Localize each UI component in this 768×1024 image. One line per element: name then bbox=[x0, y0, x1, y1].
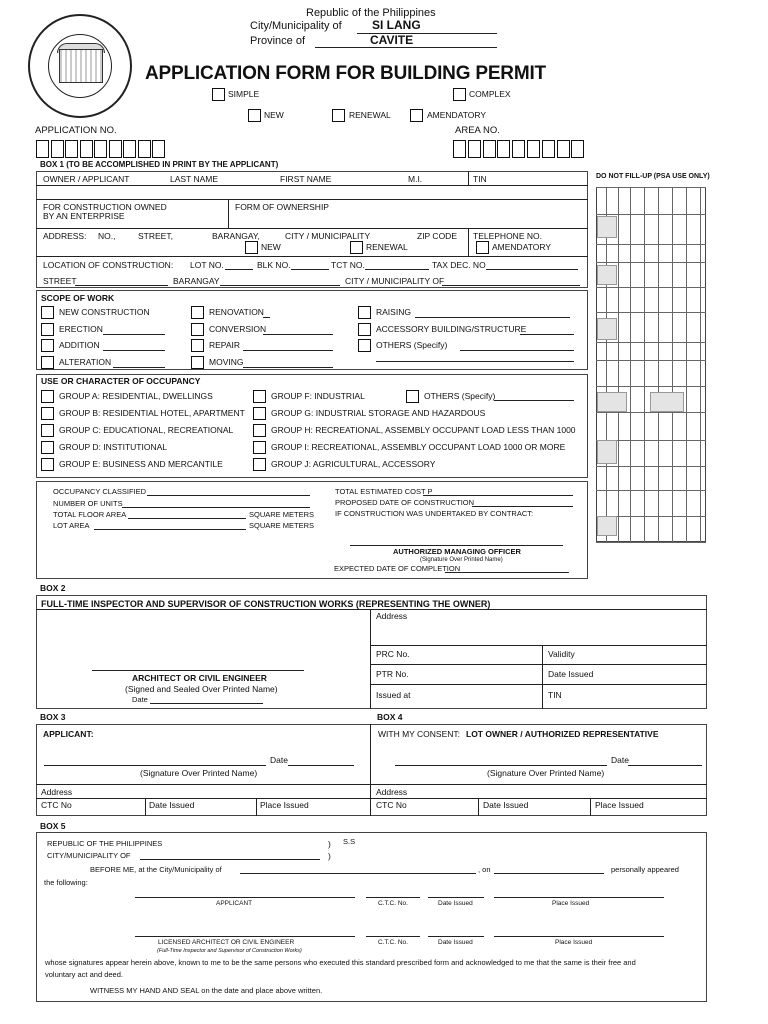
others-specify-line bbox=[376, 361, 574, 362]
scope-item-label: OTHERS (Specify) bbox=[376, 340, 448, 350]
group-checkbox[interactable] bbox=[41, 390, 54, 403]
scope-item-label: MOVING bbox=[209, 357, 244, 367]
total-floor-label: TOTAL FLOOR AREA bbox=[53, 510, 127, 519]
scope-fill-line bbox=[243, 350, 333, 351]
box2-address-label: Address bbox=[376, 611, 408, 621]
zip-label: ZIP CODE bbox=[417, 231, 457, 241]
barangay2-label: BARANGAY bbox=[173, 276, 220, 286]
scope-item-label: REPAIR bbox=[209, 340, 241, 350]
first-name-label: FIRST NAME bbox=[280, 174, 332, 184]
psa-row-line bbox=[596, 490, 706, 491]
area-no-label: AREA NO. bbox=[455, 125, 500, 136]
proposed-date-label: PROPOSED DATE OF CONSTRUCTION bbox=[335, 498, 475, 507]
scope-item-label: ALTERATION bbox=[59, 357, 112, 367]
group-label: GROUP E: BUSINESS AND MERCANTILE bbox=[59, 459, 223, 469]
psa-shaded-cell bbox=[597, 216, 617, 238]
group-label: GROUP I: RECREATIONAL, ASSEMBLY OCCUPANT LOAD 1000 OR MORE bbox=[271, 442, 566, 452]
scope-checkbox[interactable] bbox=[358, 339, 371, 352]
box4-label: BOX 4 bbox=[377, 712, 403, 722]
psa-col-line bbox=[606, 187, 607, 542]
tin-label: TIN bbox=[473, 174, 487, 184]
area-no-cell[interactable] bbox=[542, 140, 555, 158]
simple-label: SIMPLE bbox=[228, 89, 260, 99]
application-no-cell[interactable] bbox=[109, 140, 122, 158]
validity-label: Validity bbox=[548, 649, 575, 659]
group-checkbox[interactable] bbox=[253, 424, 266, 437]
box4-date-issued-label: Date Issued bbox=[483, 800, 529, 810]
psa-col-line bbox=[672, 187, 673, 542]
box2-date-label: Date bbox=[132, 695, 148, 704]
box4-place-issued-label: Place Issued bbox=[595, 800, 644, 810]
city-mun-label: CITY / MUNICIPALITY bbox=[285, 231, 371, 241]
amendatory-label: AMENDATORY bbox=[427, 110, 487, 120]
box4-date-label: Date bbox=[611, 755, 629, 765]
form-title: APPLICATION FORM FOR BUILDING PERMIT bbox=[145, 63, 546, 84]
psa-frame bbox=[596, 187, 706, 542]
application-no-cell[interactable] bbox=[80, 140, 93, 158]
addr-renewal-label: RENEWAL bbox=[366, 242, 408, 252]
application-no-label: APPLICATION NO. bbox=[35, 125, 117, 136]
group-checkbox[interactable] bbox=[41, 407, 54, 420]
tax-dec-label: TAX DEC. NO bbox=[432, 260, 486, 270]
box3-address-label: Address bbox=[41, 787, 73, 797]
box5-republic: REPUBLIC OF THE PHILIPPINES bbox=[47, 839, 163, 848]
psa-shaded-cell bbox=[650, 392, 684, 412]
loc-construction-label: LOCATION OF CONSTRUCTION: bbox=[43, 260, 174, 270]
box5-fulltime: (Full-Time Inspector and Supervisor of Construction Works) bbox=[157, 948, 302, 954]
box5-ctc1: C.T.C. No. bbox=[378, 900, 408, 907]
scope-fill-line bbox=[415, 317, 570, 318]
group-checkbox[interactable] bbox=[41, 458, 54, 471]
psa-shaded-cell bbox=[597, 440, 617, 464]
scope-item-label: CONVERSION bbox=[209, 324, 267, 334]
group-checkbox[interactable] bbox=[253, 458, 266, 471]
psa-col-line bbox=[644, 187, 645, 542]
psa-row-line bbox=[596, 466, 706, 467]
box5-date-issued2: Date Issued bbox=[438, 939, 473, 946]
box5-place-issued2: Place Issued bbox=[555, 939, 593, 946]
group-label: GROUP B: RESIDENTIAL HOTEL, APARTMENT bbox=[59, 408, 245, 418]
application-no-cell[interactable] bbox=[94, 140, 107, 158]
scope-title: SCOPE OF WORK bbox=[41, 293, 115, 303]
psa-shaded-cell bbox=[597, 392, 627, 412]
box5-label: BOX 5 bbox=[40, 821, 66, 831]
amendatory-checkbox[interactable] bbox=[410, 109, 423, 122]
scope-item-label: ERECTION bbox=[59, 324, 103, 334]
ptr-label: PTR No. bbox=[376, 669, 409, 679]
psa-col-line bbox=[658, 187, 659, 542]
addr-amendatory-label: AMENDATORY bbox=[492, 242, 552, 252]
scope-fill-line bbox=[263, 317, 270, 318]
no-label: NO., bbox=[98, 231, 116, 241]
applicant-label: APPLICANT: bbox=[43, 729, 94, 739]
last-name-label: LAST NAME bbox=[170, 174, 219, 184]
expected-label: EXPECTED DATE OF COMPLETION bbox=[334, 564, 461, 573]
application-no-cell[interactable] bbox=[36, 140, 49, 158]
box3-date-label: Date bbox=[270, 755, 288, 765]
scope-checkbox[interactable] bbox=[191, 306, 204, 319]
application-no-cell[interactable] bbox=[152, 140, 165, 158]
area-no-cell[interactable] bbox=[512, 140, 525, 158]
area-no-cell[interactable] bbox=[453, 140, 466, 158]
street-label: STREET, bbox=[138, 231, 173, 241]
area-no-cell[interactable] bbox=[557, 140, 570, 158]
scope-checkbox[interactable] bbox=[358, 323, 371, 336]
scope-fill-line bbox=[103, 350, 165, 351]
mi-label: M.I. bbox=[408, 174, 423, 184]
total-cost-label: TOTAL ESTIMATED COST P bbox=[335, 487, 433, 496]
box3-sig-label: (Signature Over Printed Name) bbox=[140, 768, 258, 778]
lot-area-label: LOT AREA bbox=[53, 521, 90, 530]
box4-sig-label: (Signature Over Printed Name) bbox=[487, 768, 605, 778]
psa-row-line bbox=[596, 386, 706, 387]
others-occupancy-checkbox[interactable] bbox=[406, 390, 419, 403]
scope-item-label: RENOVATION bbox=[209, 307, 264, 317]
psa-shaded-cell bbox=[597, 516, 617, 536]
scope-fill-line bbox=[243, 367, 333, 368]
addr-amendatory-checkbox[interactable] bbox=[476, 241, 489, 254]
telephone-label: TELEPHONE NO. bbox=[473, 231, 542, 241]
box2-title: FULL-TIME INSPECTOR AND SUPERVISOR OF CONSTRUCTION WORKS (REPRESENTING THE OWNER) bbox=[41, 599, 491, 609]
scope-checkbox[interactable] bbox=[191, 356, 204, 369]
psa-row-line bbox=[596, 312, 706, 313]
city-value: SI LANG bbox=[372, 18, 421, 32]
scope-checkbox[interactable] bbox=[41, 339, 54, 352]
box4-ctc-label: CTC No bbox=[376, 800, 407, 810]
tct-no-label: TCT NO. bbox=[331, 260, 365, 270]
scope-fill-line bbox=[520, 334, 574, 335]
seal-building bbox=[59, 49, 103, 83]
city-label: City/Municipality of bbox=[250, 20, 342, 32]
psa-col-line bbox=[700, 187, 701, 542]
psa-row-line bbox=[596, 342, 706, 343]
scope-fill-line bbox=[460, 350, 574, 351]
owner-applicant-label: OWNER / APPLICANT bbox=[43, 174, 130, 184]
scope-item-label: ACCESSORY BUILDING/STRUCTURE bbox=[376, 324, 527, 334]
address-label: ADDRESS: bbox=[43, 231, 87, 241]
scope-fill-line bbox=[113, 367, 165, 368]
province-value: CAVITE bbox=[370, 33, 414, 47]
box5-following: the following: bbox=[44, 878, 88, 887]
box2-label: BOX 2 bbox=[40, 583, 66, 593]
psa-shaded-cell bbox=[597, 265, 617, 285]
box5-place-issued1: Place Issued bbox=[552, 900, 590, 907]
box3-ctc-label: CTC No bbox=[41, 800, 72, 810]
application-no-cell[interactable] bbox=[123, 140, 136, 158]
barangay-label: BARANGAY, bbox=[212, 231, 260, 241]
scope-checkbox[interactable] bbox=[41, 356, 54, 369]
box5-witness: WITNESS MY HAND AND SEAL on the date and place above written. bbox=[90, 986, 323, 995]
complex-checkbox[interactable] bbox=[453, 88, 466, 101]
new-label: NEW bbox=[264, 110, 284, 120]
occupancy-title: USE OR CHARACTER OF OCCUPANCY bbox=[41, 376, 201, 386]
others-occupancy-label: OTHERS (Specify) bbox=[424, 391, 496, 401]
city-mun2-label: CITY / MUNICIPALITY OF bbox=[345, 276, 445, 286]
complex-label: COMPLEX bbox=[469, 89, 511, 99]
scope-checkbox[interactable] bbox=[358, 306, 371, 319]
simple-checkbox[interactable] bbox=[212, 88, 225, 101]
group-label: GROUP H: RECREATIONAL, ASSEMBLY OCCUPANT LOAD LESS THAN 1000 bbox=[271, 425, 576, 435]
group-checkbox[interactable] bbox=[41, 441, 54, 454]
psa-row-line bbox=[596, 412, 706, 413]
group-label: GROUP A: RESIDENTIAL, DWELLINGS bbox=[59, 391, 213, 401]
renewal-checkbox[interactable] bbox=[332, 109, 345, 122]
addr-new-label: NEW bbox=[261, 242, 281, 252]
province-label: Province of bbox=[250, 35, 306, 47]
group-label: GROUP F: INDUSTRIAL bbox=[271, 391, 365, 401]
psa-row-line bbox=[596, 214, 706, 215]
box5-voluntary: voluntary act and deed. bbox=[45, 970, 123, 979]
box5-ctc2: C.T.C. No. bbox=[378, 939, 408, 946]
municipal-seal bbox=[28, 14, 132, 118]
renewal-label: RENEWAL bbox=[349, 110, 391, 120]
group-label: GROUP J: AGRICULTURAL, ACCESSORY bbox=[271, 459, 436, 469]
for-construction-label: FOR CONSTRUCTION OWNED bbox=[43, 202, 167, 212]
consent-label: WITH MY CONSENT: bbox=[378, 729, 461, 739]
scope-item-label: RAISING bbox=[376, 307, 411, 317]
box5-applicant: APPLICANT bbox=[216, 900, 253, 907]
box5-paren1: ) bbox=[328, 839, 331, 849]
box5-licensed: LICENSED ARCHITECT OR CIVIL ENGINEER bbox=[158, 939, 295, 946]
box5-whose: whose signatures appear herein above, known to me to be the same persons who executed this standard prescribed form and acknowledged to me that the same is their free and bbox=[45, 958, 636, 967]
box2-tin-label: TIN bbox=[548, 690, 562, 700]
addr-new-checkbox[interactable] bbox=[245, 241, 258, 254]
occupancy-classified-label: OCCUPANCY CLASSIFIED bbox=[53, 487, 147, 496]
lot-owner-label: LOT OWNER / AUTHORIZED REPRESENTATIVE bbox=[466, 729, 659, 739]
issued-at-label: Issued at bbox=[376, 690, 411, 700]
group-label: GROUP D: INSTITUTIONAL bbox=[59, 442, 167, 452]
scope-fill-line bbox=[103, 334, 165, 335]
contract-label: IF CONSTRUCTION WAS UNDERTAKED BY CONTRACT: bbox=[335, 509, 534, 518]
authorized-sig-label: (Signature Over Printed Name) bbox=[420, 557, 503, 563]
lot-no-label: LOT NO. bbox=[190, 260, 224, 270]
prc-label: PRC No. bbox=[376, 649, 410, 659]
scope-checkbox[interactable] bbox=[191, 339, 204, 352]
addr-renewal-checkbox[interactable] bbox=[350, 241, 363, 254]
psa-col-line bbox=[686, 187, 687, 542]
seal-inner bbox=[48, 34, 112, 98]
box1-title: BOX 1 (TO BE ACCOMPLISHED IN PRINT BY THE APPLICANT) bbox=[40, 160, 279, 169]
scope-item-label: NEW CONSTRUCTION bbox=[59, 307, 150, 317]
scope-item-label: ADDITION bbox=[59, 340, 100, 350]
box5-personally: personally appeared bbox=[611, 865, 679, 874]
scope-checkbox[interactable] bbox=[41, 306, 54, 319]
box5-on: , on bbox=[478, 865, 491, 874]
box3-date-issued-label: Date Issued bbox=[149, 800, 195, 810]
box4-address-label: Address bbox=[376, 787, 408, 797]
signed-sealed-label: (Signed and Sealed Over Printed Name) bbox=[125, 684, 278, 694]
scope-checkbox[interactable] bbox=[191, 323, 204, 336]
area-no-cell[interactable] bbox=[468, 140, 481, 158]
group-label: GROUP G: INDUSTRIAL STORAGE AND HAZARDOUS bbox=[271, 408, 486, 418]
application-no-cell[interactable] bbox=[65, 140, 78, 158]
box2-date-issued-label: Date Issued bbox=[548, 669, 594, 679]
area-no-cell[interactable] bbox=[527, 140, 540, 158]
box3-place-issued-label: Place Issued bbox=[260, 800, 309, 810]
group-checkbox[interactable] bbox=[253, 441, 266, 454]
group-label: GROUP C: EDUCATIONAL, RECREATIONAL bbox=[59, 425, 234, 435]
form-of-ownership-label: FORM OF OWNERSHIP bbox=[235, 202, 329, 212]
psa-row-line bbox=[596, 262, 706, 263]
application-no-cell[interactable] bbox=[138, 140, 151, 158]
psa-row-line bbox=[596, 244, 706, 245]
group-checkbox[interactable] bbox=[253, 407, 266, 420]
psa-row-line bbox=[596, 542, 706, 543]
psa-row-line bbox=[596, 360, 706, 361]
scope-checkbox[interactable] bbox=[41, 323, 54, 336]
new-checkbox[interactable] bbox=[248, 109, 261, 122]
application-no-cell[interactable] bbox=[51, 140, 64, 158]
authorized-label: AUTHORIZED MANAGING OFFICER bbox=[393, 547, 521, 556]
psa-row-line bbox=[596, 287, 706, 288]
blk-no-label: BLK NO. bbox=[257, 260, 291, 270]
box5-date-issued1: Date Issued bbox=[438, 900, 473, 907]
box5-frame bbox=[36, 832, 707, 1002]
sqm2-label: SQUARE METERS bbox=[249, 521, 315, 530]
box3-label: BOX 3 bbox=[40, 712, 66, 722]
psa-note: DO NOT FILL-UP (PSA USE ONLY) bbox=[596, 173, 710, 180]
psa-col-line bbox=[630, 187, 631, 542]
republic-text: Republic of the Philippines bbox=[306, 7, 436, 19]
box5-before: BEFORE ME, at the City/Municipality of bbox=[90, 865, 222, 874]
architect-label: ARCHITECT OR CIVIL ENGINEER bbox=[132, 673, 267, 683]
psa-shaded-cell bbox=[597, 318, 617, 340]
box5-ss: S.S bbox=[343, 837, 356, 846]
area-no-cell[interactable] bbox=[497, 140, 510, 158]
group-checkbox[interactable] bbox=[253, 390, 266, 403]
area-no-cell[interactable] bbox=[571, 140, 584, 158]
box5-city: CITY/MUNICIPALITY OF bbox=[47, 851, 131, 860]
area-no-cell[interactable] bbox=[483, 140, 496, 158]
street2-label: STREET bbox=[43, 276, 77, 286]
psa-col-line bbox=[618, 187, 619, 542]
by-enterprise-label: BY AN ENTERPRISE bbox=[43, 211, 125, 221]
box5-paren2: ) bbox=[328, 851, 331, 861]
psa-row-line bbox=[596, 187, 706, 188]
scope-fill-line bbox=[263, 334, 333, 335]
group-checkbox[interactable] bbox=[41, 424, 54, 437]
sqm1-label: SQUARE METERS bbox=[249, 510, 315, 519]
number-units-label: NUMBER OF UNITS bbox=[53, 499, 123, 508]
